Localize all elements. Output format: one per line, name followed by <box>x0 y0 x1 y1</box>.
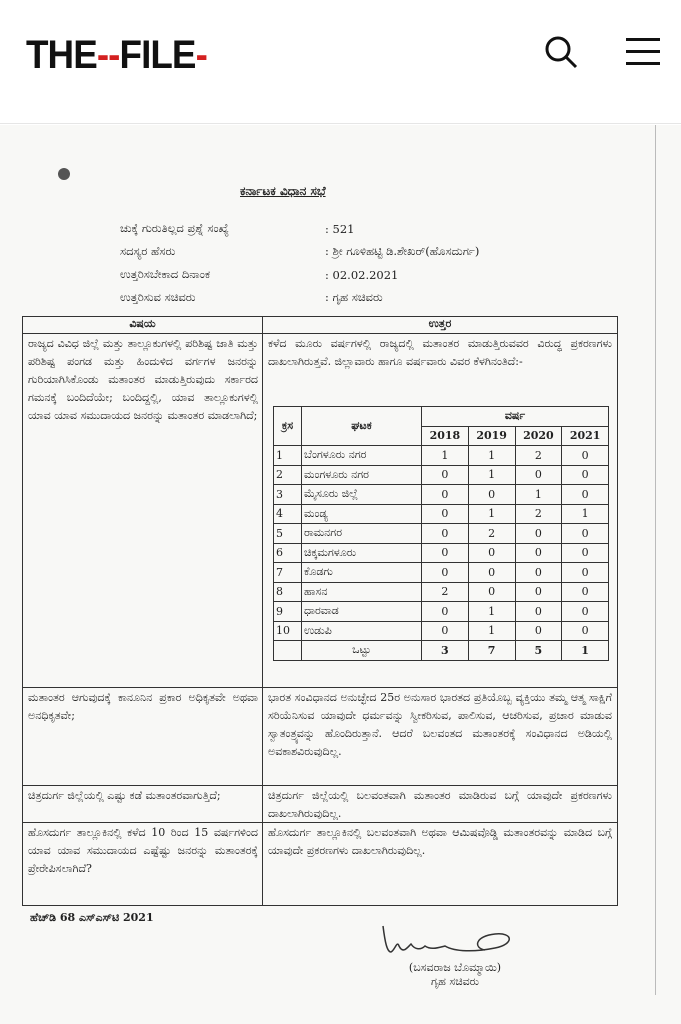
case-count: 1 <box>468 446 515 466</box>
case-count: 1 <box>468 602 515 622</box>
signatory <box>400 961 510 989</box>
table-row <box>274 621 609 641</box>
case-count: 0 <box>515 543 562 563</box>
case-count: 0 <box>562 621 609 641</box>
meta-value: : ಗೃಹ ಸಚಿವರು <box>325 290 383 304</box>
question-meta <box>120 217 479 309</box>
district-name: ಮೈಸೂರು ಜಿಲ್ಲೆ <box>302 485 422 505</box>
scan-edge <box>655 125 656 995</box>
row-no: 5 <box>274 524 302 544</box>
case-count: 2 <box>515 446 562 466</box>
question-4: ಹೊಸದುರ್ಗ ತಾಲ್ಲೂಕಿನಲ್ಲಿ ಕಳೆದ 10 ರಿಂದ 15 ವರ್ಷಗಳಿಂದ ಯಾವ ಯಾವ ಸಮುದಾಯದ ಎಷ್ಟೆಷ್ಟು ಜನರನ್ನು ಮತಾಂತರಕ್ಕೆ ಪ್ರೇರೇಪಿಸಲಾಗಿದೆ? <box>28 826 258 875</box>
answer-header: ಉತ್ತರ <box>428 317 452 330</box>
question-2: ಮತಾಂತರ ಆಗುವುದಕ್ಕೆ ಕಾನೂನಿನ ಪ್ರಕಾರ ಅಧಿಕೃತವೇ ಅಥವಾ ಅನಧಿಕೃತವೇ; <box>28 691 258 722</box>
case-count: 0 <box>422 621 469 641</box>
year-header: 2018 <box>422 426 469 446</box>
table-row <box>274 465 609 485</box>
district-name: ಚಿಕ್ಕಮಗಳೂರು <box>302 543 422 563</box>
case-count: 0 <box>468 582 515 602</box>
case-count: 2 <box>515 504 562 524</box>
year-header: 2020 <box>515 426 562 446</box>
district-name: ಧಾರವಾಡ <box>302 602 422 622</box>
case-count: 2 <box>468 524 515 544</box>
table-row <box>274 582 609 602</box>
case-count: 0 <box>562 543 609 563</box>
logo-text: THE <box>26 33 97 77</box>
case-count: 0 <box>562 563 609 583</box>
case-count: 0 <box>562 524 609 544</box>
total-cell: 5 <box>515 641 562 661</box>
table-row <box>274 524 609 544</box>
row-no: 9 <box>274 602 302 622</box>
row-no: 4 <box>274 504 302 524</box>
table-row <box>274 504 609 524</box>
meta-label: ಚುಕ್ಕೆ ಗುರುತಿಲ್ಲದ ಪ್ರಶ್ನೆ ಸಂಖ್ಯೆ <box>120 221 229 235</box>
case-count: 0 <box>562 582 609 602</box>
district-cases-table <box>273 406 609 661</box>
district-name: ರಾಮನಗರ <box>302 524 422 544</box>
table-row <box>274 446 609 466</box>
logo-dash: -- <box>96 33 120 77</box>
district-name: ಹಾಸನ <box>302 582 422 602</box>
table-row <box>274 543 609 563</box>
qa-table <box>22 316 618 906</box>
hamburger-menu-icon[interactable] <box>626 38 660 68</box>
case-count: 0 <box>468 563 515 583</box>
case-count: 0 <box>562 465 609 485</box>
table-row <box>274 563 609 583</box>
table-row <box>274 485 609 505</box>
district-name: ಮಂಡ್ಯ <box>302 504 422 524</box>
punch-hole <box>58 168 70 180</box>
case-count: 0 <box>422 563 469 583</box>
case-count: 0 <box>515 524 562 544</box>
meta-value: : 521 <box>325 221 355 236</box>
total-cell: 1 <box>562 641 609 661</box>
total-label: ಒಟ್ಟು <box>302 641 422 661</box>
row-no: 10 <box>274 621 302 641</box>
signatory-name: (ಬಸವರಾಜ ಬೊಮ್ಮಾಯಿ) <box>408 961 502 974</box>
row-no: 2 <box>274 465 302 485</box>
answer-4: ಹೊಸದುರ್ಗ ತಾಲ್ಲೂಕಿನಲ್ಲಿ ಬಲವಂತವಾಗಿ ಅಥವಾ ಆಮಿಷವೊಡ್ಡಿ ಮತಾಂತರವನ್ನು ಮಾಡಿದ ಬಗ್ಗೆ ಯಾವುದೇ ಪ್ರಕರಣಗಳು ದಾಖಲಾಗಿರುವುದಿಲ್ಲ. <box>268 826 612 857</box>
row-no: 7 <box>274 563 302 583</box>
case-count: 0 <box>422 602 469 622</box>
district-name: ಕೊಡಗು <box>302 563 422 583</box>
col-year: ವರ್ಷ <box>422 407 609 427</box>
document-title: ಕರ್ನಾಟಕ ವಿಧಾನ ಸಭೆ <box>240 184 326 198</box>
case-count: 0 <box>468 485 515 505</box>
case-count: 0 <box>515 621 562 641</box>
district-name: ಮಂಗಳೂರು ನಗರ <box>302 465 422 485</box>
subject-header: ವಿಷಯ <box>129 317 156 330</box>
row-no: 8 <box>274 582 302 602</box>
case-count: 1 <box>515 485 562 505</box>
answer-1: ಕಳೆದ ಮೂರು ವರ್ಷಗಳಲ್ಲಿ ರಾಜ್ಯದಲ್ಲಿ ಮತಾಂತರ ಮಾಡುತ್ತಿರುವವರ ವಿರುದ್ಧ ಪ್ರಕರಣಗಳು ದಾಖಲಾಗಿರುತ್ತವೆ. ಜಿಲ್ಲಾವಾರು ಹಾಗೂ ವರ್ಷವಾರು ವಿವರ ಕೆಳಗಿನಂತಿದೆ:- <box>268 337 612 368</box>
case-count: 1 <box>468 504 515 524</box>
case-count: 1 <box>562 504 609 524</box>
total-row <box>274 641 609 661</box>
meta-label: ಉತ್ತರಿಸಬೇಕಾದ ದಿನಾಂಕ <box>120 267 210 281</box>
answer-3: ಚಿತ್ರದುರ್ಗ ಜಿಲ್ಲೆಯಲ್ಲಿ ಬಲವಂತವಾಗಿ ಮತಾಂತರ ಮಾಡಿರುವ ಬಗ್ಗೆ ಯಾವುದೇ ಪ್ರಕರಣಗಳು ದಾಖಲಾಗಿರುವುದಿಲ್ಲ. <box>268 789 612 820</box>
case-count: 0 <box>562 485 609 505</box>
col-no: ಕ್ರಸ <box>274 407 302 446</box>
meta-value: : ಶ್ರೀ ಗೂಳಿಹಟ್ಟಿ ಡಿ.ಶೇಖರ್(ಹೊಸದುರ್ಗ) <box>325 244 480 258</box>
year-header: 2021 <box>562 426 609 446</box>
case-count: 0 <box>422 504 469 524</box>
row-no: 3 <box>274 485 302 505</box>
case-count: 0 <box>468 543 515 563</box>
meta-value: : 02.02.2021 <box>325 267 399 282</box>
table-row <box>274 602 609 622</box>
case-count: 0 <box>422 524 469 544</box>
case-count: 0 <box>422 485 469 505</box>
question-1: ರಾಜ್ಯದ ವಿವಿಧ ಜಿಲ್ಲೆ ಮತ್ತು ತಾಲ್ಲೂಕುಗಳಲ್ಲಿ ಪರಿಶಿಷ್ಟ ಜಾತಿ ಮತ್ತು ಪರಿಶಿಷ್ಟ ಪಂಗಡ ಮತ್ತು ಹಿಂದುಳಿದ ವರ್ಗಗಳ ಜನರನ್ನು ಗುರಿಯಾಗಿಸಿಕೊಂಡು ಮತಾಂತರ ಮಾಡುತ್ತಿರುವುದು ಸರ್ಕಾರದ ಗಮನಕ್ಕೆ ಬಂದಿದೆಯೇ; ಬಂದಿದ್ದಲ್ಲಿ, ಯಾವ ತಾಲ್ಲೂಕುಗಳಲ್ಲಿ ಯಾವ ಯಾವ ಸಮುದಾಯದ ಜನರನ್ನು ಮತಾಂತರ ಮಾಡಲಾಗಿದೆ; <box>28 337 258 422</box>
case-count: 0 <box>422 465 469 485</box>
answer-2: ಭಾರತ ಸಂವಿಧಾನದ ಅನುಚ್ಛೇದ 25ರ ಅನುಸಾರ ಭಾರತದ ಪ್ರತಿಯೊಬ್ಬ ವ್ಯಕ್ತಿಯು ತಮ್ಮ ಆತ್ಮ ಸಾಕ್ಷಿಗೆ ಸರಿಯೆನಿಸುವ ಯಾವುದೇ ಧರ್ಮವನ್ನು ಸ್ವೀಕರಿಸುವ, ಪಾಲಿಸುವ, ಆಚರಿಸುವ, ಪ್ರಚಾರ ಮಾಡುವ ಸ್ವಾತಂತ್ರ್ಯವನ್ನು ಹೊಂದಿರುತ್ತಾನೆ. ಆದರೆ ಬಲವಂತದ ಮತಾಂತರಕ್ಕೆ ಸಂವಿಧಾನದ ಅಡಿಯಲ್ಲಿ ಅವಕಾಶವಿರುವುದಿಲ್ಲ. <box>268 691 612 758</box>
case-count: 1 <box>422 446 469 466</box>
total-cell: 7 <box>468 641 515 661</box>
case-count: 0 <box>515 582 562 602</box>
district-name: ಬೆಂಗಳೂರು ನಗರ <box>302 446 422 466</box>
case-count: 0 <box>562 446 609 466</box>
case-count: 0 <box>515 465 562 485</box>
case-count: 0 <box>515 602 562 622</box>
total-cell: 3 <box>422 641 469 661</box>
logo-text: FILE <box>119 33 196 77</box>
case-count: 0 <box>562 602 609 622</box>
search-icon[interactable] <box>543 34 579 70</box>
row-no: 6 <box>274 543 302 563</box>
question-3: ಚಿತ್ರದುರ್ಗ ಜಿಲ್ಲೆಯಲ್ಲಿ ಎಷ್ಟು ಕಡೆ ಮತಾಂತರವಾಗುತ್ತಿದೆ; <box>28 789 221 802</box>
logo-dash: - <box>195 33 207 77</box>
year-header: 2019 <box>468 426 515 446</box>
reference-number: ಹೆಚ್‌ಡಿ 68 ಎಸ್‌ಎಸ್‌ಟಿ 2021 <box>30 911 154 924</box>
case-count: 0 <box>422 543 469 563</box>
signatory-title: ಗೃಹ ಸಚಿವರು <box>431 975 479 988</box>
meta-label: ಸದಸ್ಯರ ಹೆಸರು <box>120 244 176 258</box>
site-logo[interactable] <box>26 33 207 78</box>
case-count: 0 <box>515 563 562 583</box>
case-count: 1 <box>468 621 515 641</box>
case-count: 2 <box>422 582 469 602</box>
district-name: ಉಡುಪಿ <box>302 621 422 641</box>
signature-image <box>375 922 525 958</box>
case-count: 1 <box>468 465 515 485</box>
meta-label: ಉತ್ತರಿಸುವ ಸಚಿವರು <box>120 290 196 304</box>
site-header <box>0 0 681 124</box>
row-no: 1 <box>274 446 302 466</box>
col-unit: ಘಟಕ <box>302 407 422 446</box>
